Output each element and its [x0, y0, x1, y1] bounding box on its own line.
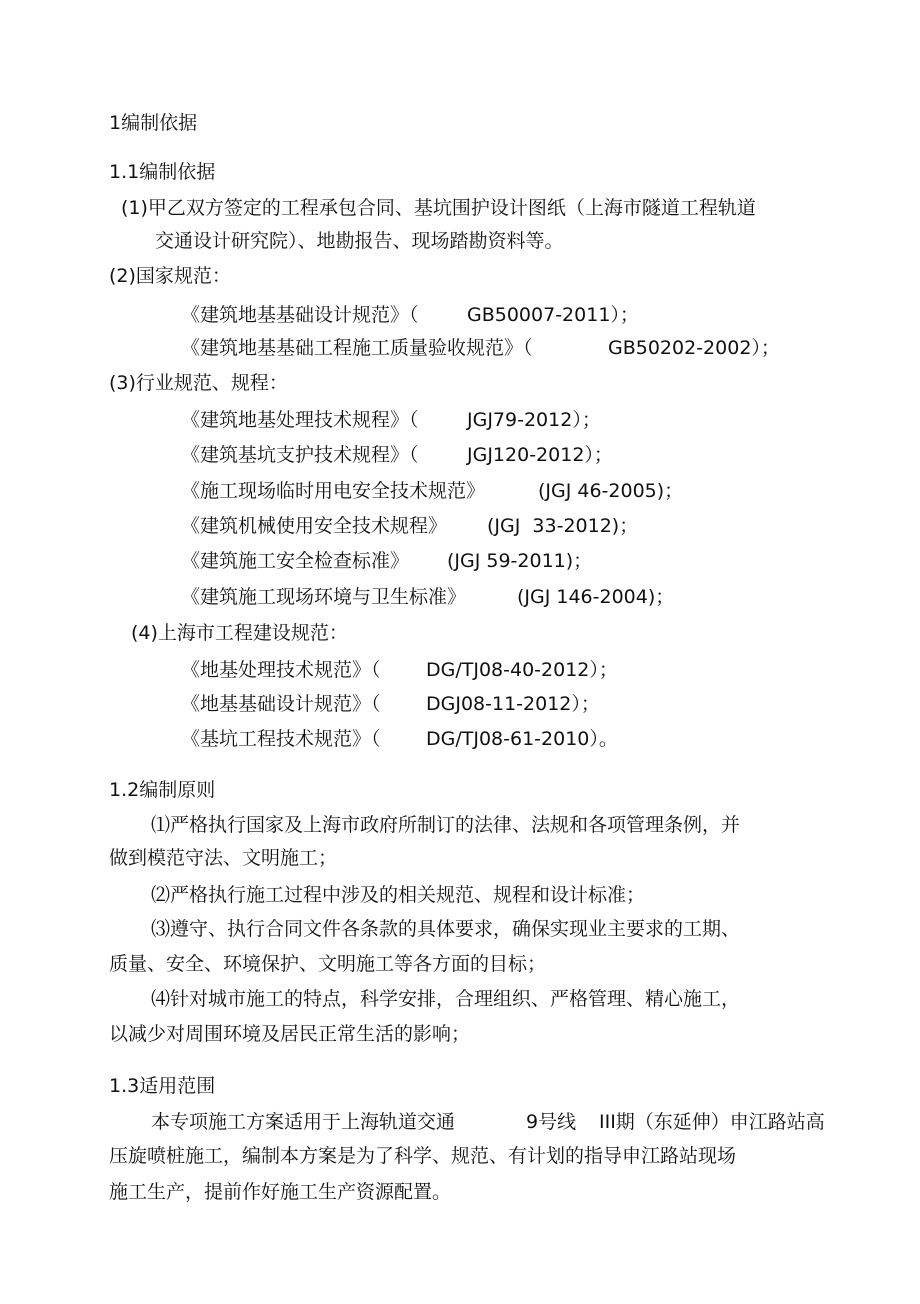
heading-1: 1编制依据 — [109, 112, 198, 134]
section-1-2-title: 1.2编制原则 — [109, 779, 216, 801]
section-1-1-title: 1.1编制依据 — [109, 161, 216, 183]
local-std-1-code: DG/TJ08-40-2012）； — [426, 659, 618, 681]
scope-line-1-part-2: 9号线 — [526, 1111, 577, 1133]
national-std-2-code: GB50202-2002）； — [608, 337, 780, 359]
principle-4-line-1: ⑷针对城市施工的特点，科学安排，合理组织、严格管理、精心施工， — [151, 988, 741, 1010]
principle-3-line-1: ⑶遵守、执行合同文件各条款的具体要求，确保实现业主要求的工期、 — [151, 918, 741, 940]
item-1-line-2: 交通设计研究院）、地勘报告、现场踏勘资料等。 — [155, 230, 564, 252]
industry-std-1-code: JGJ79-2012）； — [467, 409, 601, 431]
principle-3-line-2: 质量、安全、环境保护、文明施工等各方面的目标； — [109, 953, 547, 975]
industry-std-4-code: (JGJ 33-2012)； — [487, 515, 639, 537]
item-2-heading: (2)国家规范： — [109, 265, 231, 287]
local-std-3-code: DG/TJ08-61-2010）。 — [426, 728, 618, 750]
section-1-3-title: 1.3适用范围 — [109, 1075, 216, 1097]
local-std-1-name: 《地基处理技术规范》（ — [181, 659, 381, 681]
principle-1-line-1: ⑴严格执行国家及上海市政府所制订的法律、法规和各项管理条例，并 — [151, 814, 741, 836]
industry-std-2-code: JGJ120-2012）； — [467, 444, 613, 466]
industry-std-2-name: 《建筑基坑支护技术规程》（ — [181, 444, 419, 466]
industry-std-1-name: 《建筑地基处理技术规程》（ — [181, 409, 419, 431]
item-1-line-1: (1)甲乙双方签定的工程承包合同、基坑围护设计图纸（上海市隧道工程轨道 — [121, 197, 756, 219]
industry-std-3-name: 《施工现场临时用电安全技术规范》 — [181, 480, 486, 502]
national-std-1-code: GB50007-2011）； — [467, 304, 639, 326]
scope-line-1-part-3: III期（东延伸）申江路站高 — [599, 1111, 825, 1133]
item-4-heading: (4)上海市工程建设规范： — [131, 622, 348, 644]
principle-4-line-2: 以减少对周围环境及居民正常生活的影响； — [109, 1023, 471, 1045]
scope-line-2: 压旋喷桩施工，编制本方案是为了科学、规范、有计划的指导申江路站现场 — [109, 1145, 737, 1167]
item-3-heading: (3)行业规范、规程： — [109, 372, 288, 394]
industry-std-6-name: 《建筑施工现场环境与卫生标准》 — [181, 586, 467, 608]
industry-std-5-code: (JGJ 59-2011)； — [447, 550, 593, 572]
industry-std-3-code: (JGJ 46-2005)； — [538, 480, 684, 502]
national-std-2-name: 《建筑地基基础工程施工质量验收规范》（ — [181, 337, 533, 359]
local-std-2-name: 《地基基础设计规范》（ — [181, 693, 381, 715]
industry-std-5-name: 《建筑施工安全检查标准》 — [181, 550, 410, 572]
scope-line-1-part-1: 本专项施工方案适用于上海轨道交通 — [151, 1111, 456, 1133]
local-std-2-code: DGJ08-11-2012）； — [426, 693, 600, 715]
principle-1-line-2: 做到模范守法、文明施工； — [109, 847, 338, 869]
scope-line-3: 施工生产，提前作好施工生产资源配置。 — [109, 1181, 452, 1203]
national-std-1-name: 《建筑地基基础设计规范》（ — [181, 304, 419, 326]
local-std-3-name: 《基坑工程技术规范》（ — [181, 728, 381, 750]
industry-std-6-code: (JGJ 146-2004)； — [517, 586, 675, 608]
principle-2: ⑵严格执行施工过程中涉及的相关规范、规程和设计标准； — [151, 884, 646, 906]
industry-std-4-name: 《建筑机械使用安全技术规程》 — [181, 515, 448, 537]
